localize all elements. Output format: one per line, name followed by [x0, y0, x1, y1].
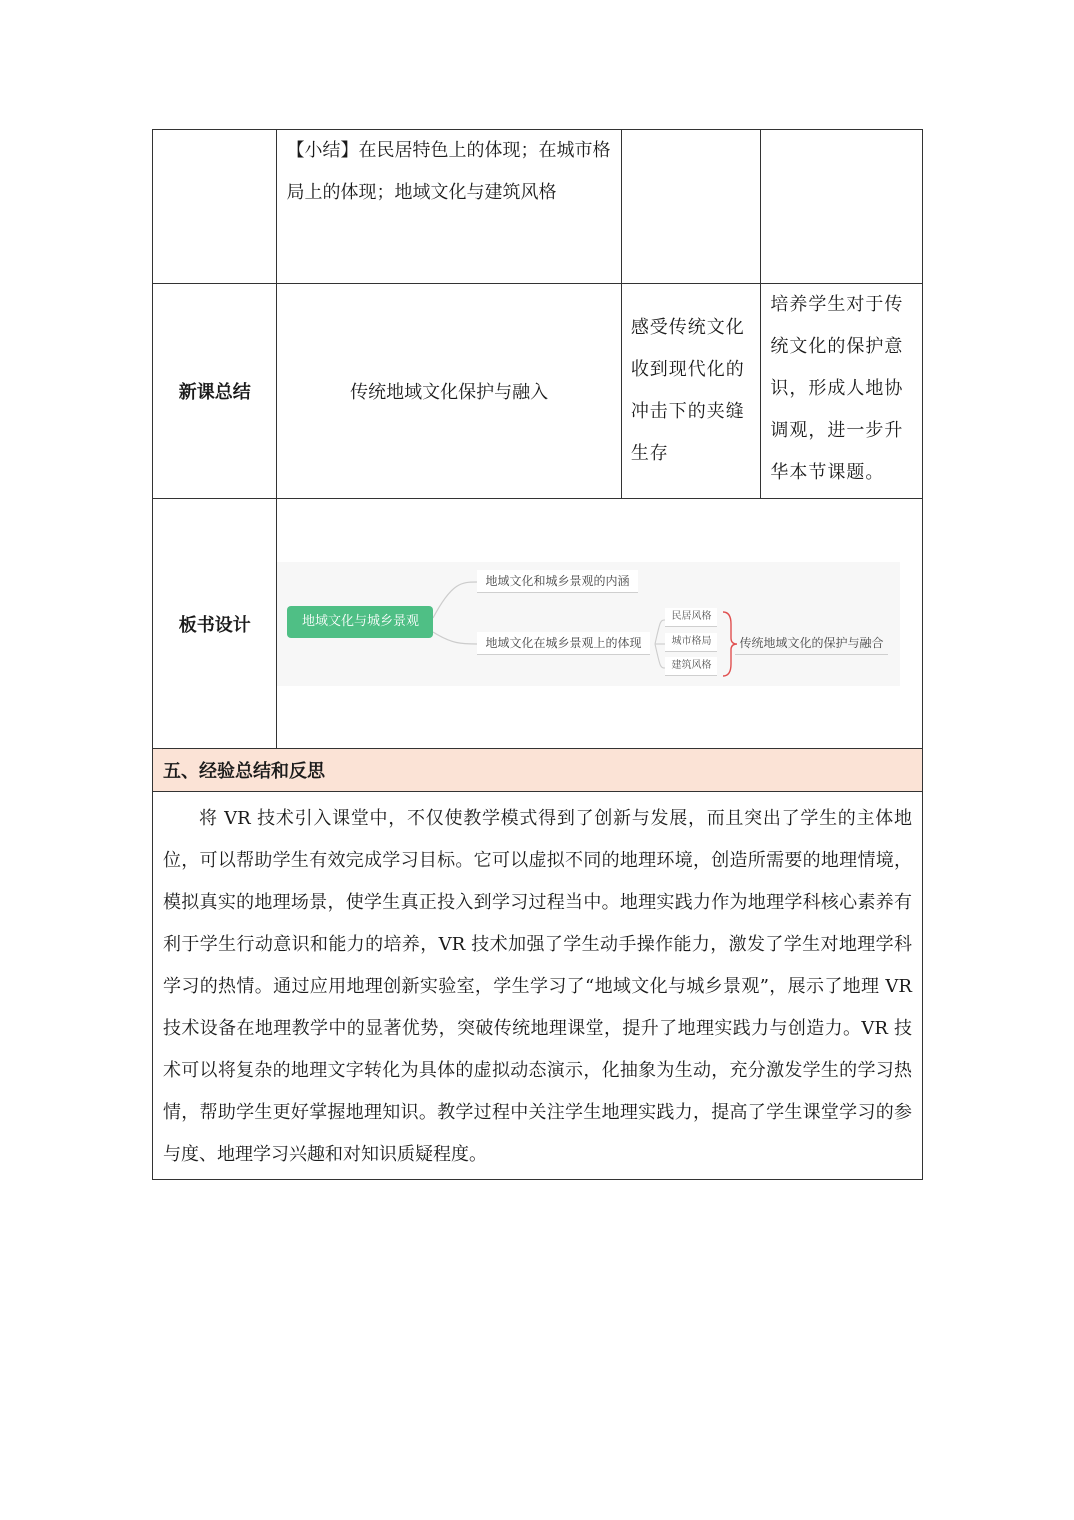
content-text: 传统地域文化保护与融入 [350, 382, 549, 403]
table-row-section5-header [153, 749, 923, 792]
mindmap-leaf-city-layout: 城市格局 [665, 633, 717, 652]
lesson-plan-sheet [152, 129, 923, 1180]
connector-root-branch1 [433, 582, 477, 618]
table-row-new-lesson-summary [153, 284, 923, 499]
mindmap [277, 562, 900, 686]
intent-text: 培养学生对于传统文化的保护意识，形成人地协调观，进一步升华本节课题。 [770, 294, 904, 483]
phase-label-empty [153, 130, 277, 284]
mindmap-branch-meaning: 地域文化和城乡景观的内涵 [477, 570, 637, 593]
content-cell [277, 130, 621, 284]
lesson-table [152, 129, 923, 1180]
content-cell [277, 284, 621, 499]
mindmap-leaf-dwelling: 民居风格 [665, 608, 717, 627]
mindmap-branch-embodiment: 地域文化在城乡景观上的体现 [477, 632, 649, 655]
phase-label-new-lesson-summary: 新课总结 [153, 284, 277, 499]
summary-text: 【小结】在民居特色上的体现；在城市格局上的体现；地域文化与建筑风格 [286, 140, 611, 203]
intent-cell [761, 284, 923, 499]
board-design-cell [277, 499, 923, 749]
connector-root-branch2 [433, 632, 477, 644]
reflection-cell [153, 792, 923, 1180]
activity-text: 感受传统文化收到现代化的冲击下的夹缝生存 [630, 317, 745, 464]
mindmap-leaf-architecture: 建筑风格 [665, 657, 717, 676]
mindmap-root: 地域文化与城乡景观 [287, 606, 433, 638]
reflection-text: 将 VR 技术引入课堂中，不仅使教学模式得到了创新与发展，而且突出了学生的主体地位，可以帮助学生有效完成学习目标。它可以虚拟不同的地理环境，创造所需要的地理情境，模拟真实的地理场景，使学生真正投入到学习过程当中。地理实践力作为地理学科核心素养有利于学生行动意识和能力的培养，VR 技术加强了学生动手操作能力，激发了学生对地理学科学习的热情。通过应用地理创新实验室，学生学习了“地域文化与城乡景观”，展示了地理 VR 技术设备在地理教学中的显著优势，突破传统地理课堂，提升了地理实践力与创造力。VR 技术可以将复杂的地理文字转化为具体的虚拟动态演示，化抽象为生动，充分激发学生的学习热情，帮助学生更好掌握地理知识。教学过程中关注学生地理实践力，提高了学生课堂学习的参与度、地理学习兴趣和对知识质疑程度。 [163, 808, 912, 1165]
activity-cell [621, 284, 761, 499]
table-row-section5-body [153, 792, 923, 1180]
intent-cell [761, 130, 923, 284]
table-row-summary [153, 130, 923, 284]
phase-label-board-design: 板书设计 [153, 499, 277, 749]
table-row-board-design [153, 499, 923, 749]
section-title: 五、经验总结和反思 [153, 749, 923, 792]
connector-branch2-leaf1 [655, 620, 665, 644]
activity-cell [621, 130, 761, 284]
connector-branch2-leaf3 [655, 644, 665, 668]
mindmap-conclusion: 传统地域文化的保护与融合 [735, 632, 887, 655]
